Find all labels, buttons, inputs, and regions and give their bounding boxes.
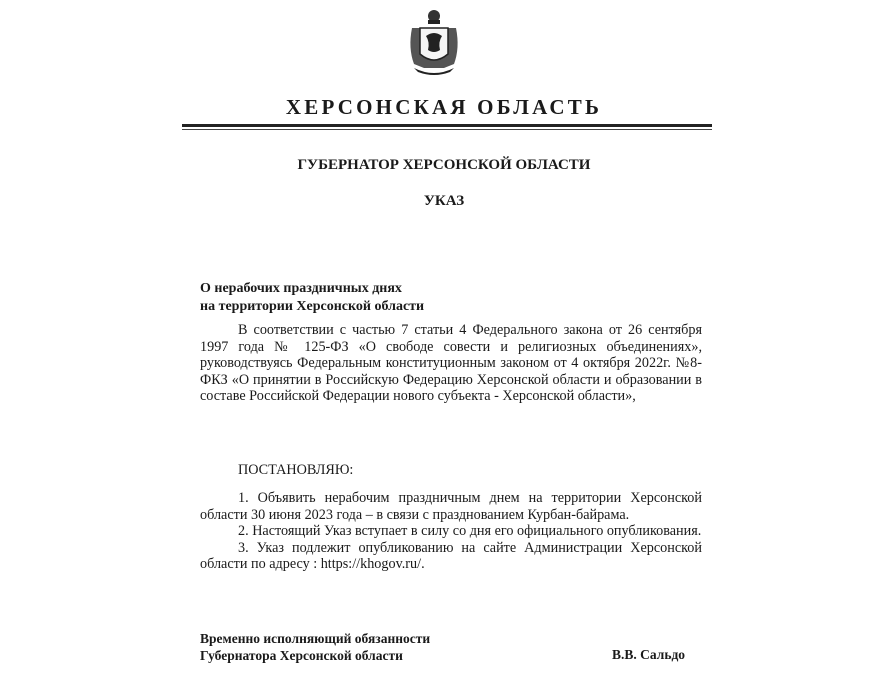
decree-item: 1. Объявить нерабочим праздничным днем на территории Херсонской области 30 июня 2023 года – в связи с празднованием Курбан-байрама. [200, 490, 702, 523]
preamble-paragraph: В соответствии с частью 7 статьи 4 Федерального закона от 26 сентября 1997 года № 125-ФЗ «О свободе совести и религиозных объединениях», руководствуясь Федеральным конституционным законом от 4 октября 2022г. №8-ФКЗ «О принятии в Российскую Федерацию Херсонской области и образовании в составе Российской Федерации нового субъекта - Херсонской области», [200, 322, 702, 404]
signer-position-line-2: Губернатора Херсонской области [200, 648, 403, 663]
signer-name: В.В. Сальдо [612, 647, 686, 662]
decree-item: 2. Настоящий Указ вступает в силу со дня его официального опубликования. [238, 523, 702, 539]
subject-line-1: О нерабочих праздничных днях [200, 281, 402, 296]
coat-of-arms-icon [404, 8, 464, 78]
authority-title: ГУБЕРНАТОР ХЕРСОНСКОЙ ОБЛАСТИ [297, 157, 591, 173]
document-type: УКАЗ [423, 193, 465, 209]
decree-items [200, 490, 702, 573]
subject-line-2: на территории Херсонской области [200, 299, 425, 314]
header-divider-thin [182, 129, 712, 130]
resolve-heading: ПОСТАНОВЛЯЮ: [238, 462, 354, 478]
signer-position-line-1: Временно исполняющий обязанности [200, 631, 431, 646]
decree-item: 3. Указ подлежит опубликованию на сайте Администрации Херсонской области по адресу : https://khogov.ru/. [200, 539, 702, 572]
signer-position [200, 630, 430, 664]
region-title: ХЕРСОНСКАЯ ОБЛАСТЬ [285, 95, 603, 119]
header-divider [182, 124, 712, 127]
decree-subject [200, 280, 424, 316]
